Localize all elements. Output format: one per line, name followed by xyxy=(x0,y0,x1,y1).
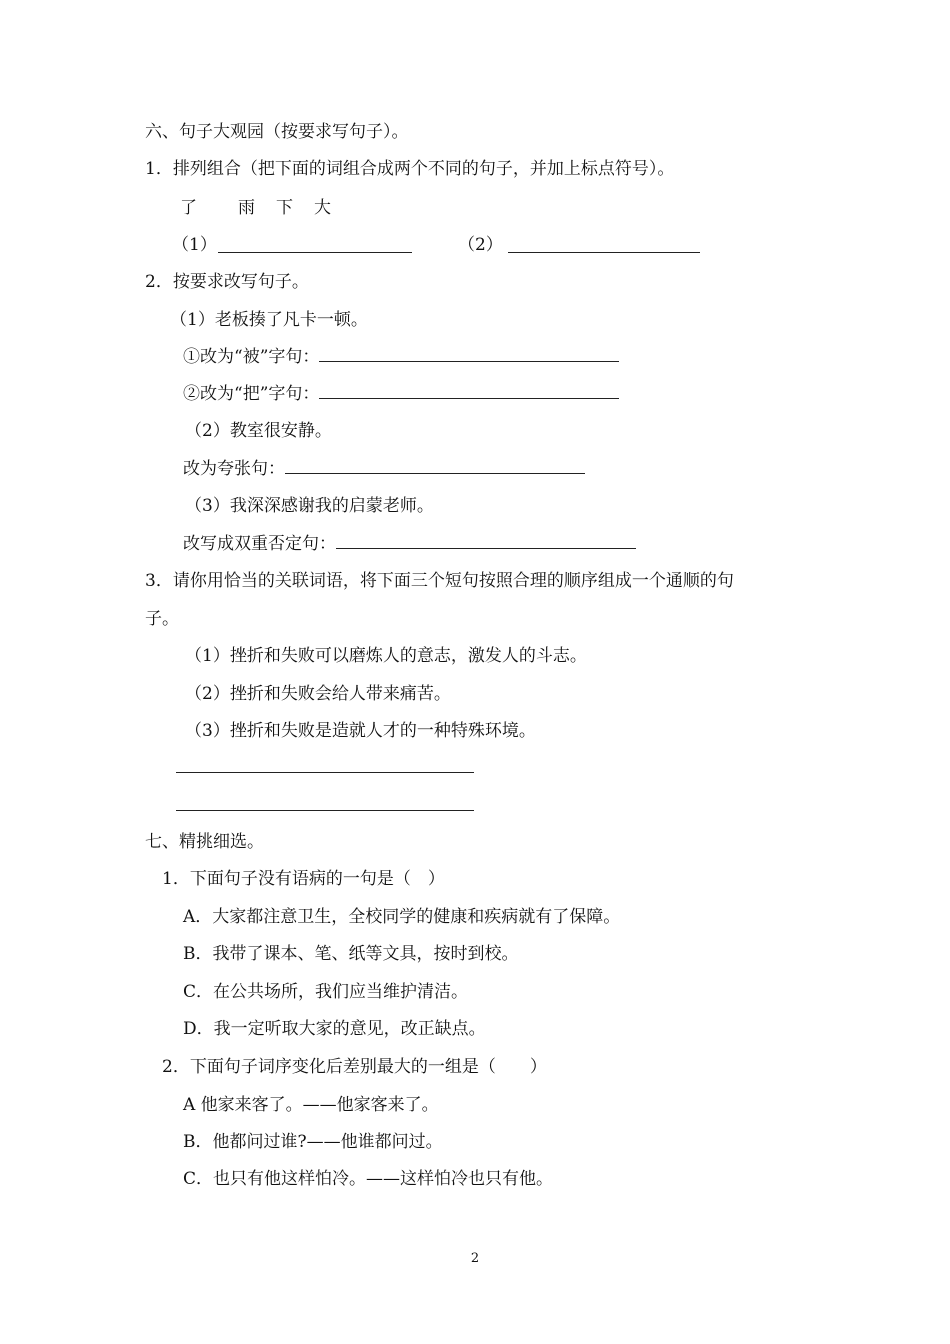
q2-task-ba xyxy=(183,382,619,406)
s7-q1-stem: 1．下面句子没有语病的一句是（ ） xyxy=(162,869,445,889)
q2-ba-answer-blank[interactable] xyxy=(319,382,619,399)
q2-task-exaggeration xyxy=(183,457,585,481)
q2-task-exaggeration-label: 改为夸张句： xyxy=(183,459,285,479)
q2-sentence-3: （3）我深深感谢我的启蒙老师。 xyxy=(185,496,434,516)
q3-item-2: （2）挫折和失败会给人带来痛苦。 xyxy=(185,684,451,704)
q1-answer-label-1: （1） xyxy=(172,235,217,255)
s7-q2-option-c[interactable]: C．也只有他这样怕冷。——这样怕冷也只有他。 xyxy=(183,1169,554,1189)
section-7-title: 七、精挑细选。 xyxy=(145,832,264,852)
q2-sentence-1: （1）老板揍了凡卡一顿。 xyxy=(170,310,368,330)
s7-q1-option-d[interactable]: D．我一定听取大家的意见，改正缺点。 xyxy=(183,1019,486,1039)
q3-answer-blank-1[interactable] xyxy=(176,772,474,773)
q2-instruction: 2．按要求改写句子。 xyxy=(145,272,309,292)
q1-answer-blank-1[interactable] xyxy=(218,252,412,253)
word-yu: 雨 xyxy=(238,198,255,218)
word-le: 了 xyxy=(180,198,197,218)
q3-item-1: （1）挫折和失败可以磨炼人的意志，激发人的斗志。 xyxy=(185,646,587,666)
page-number: 2 xyxy=(470,1251,480,1266)
word-da: 大 xyxy=(314,198,331,218)
q2-task-double-negative-label: 改写成双重否定句： xyxy=(183,534,336,554)
q2-task-bei-label: ①改为“被”字句： xyxy=(183,347,320,367)
section-6-title: 六、句子大观园（按要求写句子）。 xyxy=(145,122,409,142)
q3-instruction-line-1: 3．请你用恰当的关联词语，将下面三个短句按照合理的顺序组成一个通顺的句 xyxy=(145,571,734,591)
s7-q2-option-b[interactable]: B．他都问过谁?——他谁都问过。 xyxy=(183,1132,443,1152)
q1-instruction: 1．排列组合（把下面的词组合成两个不同的句子，并加上标点符号）。 xyxy=(145,159,675,179)
q2-sentence-2: （2）教室很安静。 xyxy=(185,421,332,441)
s7-q1-option-c[interactable]: C．在公共场所，我们应当维护清洁。 xyxy=(183,982,469,1002)
q1-answer-label-2: （2） xyxy=(458,235,503,255)
q2-task-bei xyxy=(183,345,619,369)
q2-exaggeration-answer-blank[interactable] xyxy=(285,457,585,474)
s7-q1-option-a[interactable]: A．大家都注意卫生，全校同学的健康和疾病就有了保障。 xyxy=(183,907,621,927)
s7-q2-stem: 2．下面句子词序变化后差别最大的一组是（ ） xyxy=(162,1057,547,1077)
s7-q2-option-a[interactable]: A 他家来客了。——他家客来了。 xyxy=(183,1095,439,1115)
q2-task-ba-label: ②改为“把”字句： xyxy=(183,384,320,404)
q3-instruction-line-2: 子。 xyxy=(145,609,179,629)
q1-answer-blank-2[interactable] xyxy=(508,252,700,253)
q2-double-negative-answer-blank[interactable] xyxy=(336,532,636,549)
s7-q1-option-b[interactable]: B．我带了课本、笔、纸等文具，按时到校。 xyxy=(183,944,519,964)
word-xia: 下 xyxy=(276,198,293,218)
q2-task-double-negative xyxy=(183,532,636,556)
q3-item-3: （3）挫折和失败是造就人才的一种特殊环境。 xyxy=(185,721,536,741)
q3-answer-blank-2[interactable] xyxy=(176,810,474,811)
q2-bei-answer-blank[interactable] xyxy=(319,345,619,362)
